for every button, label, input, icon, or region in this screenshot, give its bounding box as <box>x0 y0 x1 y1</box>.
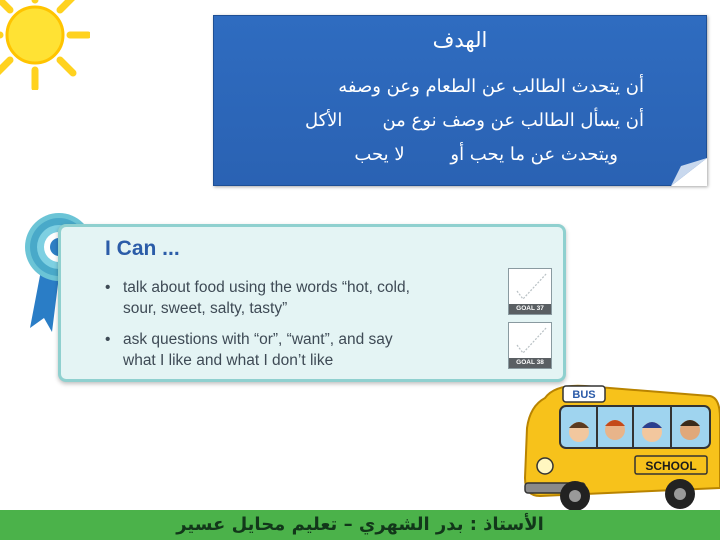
goal-37-badge <box>508 268 552 315</box>
page-curl-icon <box>671 158 707 186</box>
i-can-title: I Can ... <box>105 237 180 260</box>
bullet-dot: • <box>105 331 111 348</box>
sun-illustration <box>0 0 90 90</box>
footer-bar <box>0 510 720 540</box>
bullet-1-line-2: sour, sweet, salty, tasty” <box>123 300 288 317</box>
bus-school-text: SCHOOL <box>645 459 697 473</box>
objective-title: الهدف <box>432 28 488 52</box>
bullet-1-line-1: talk about food using the words “hot, cold, <box>123 279 410 296</box>
i-can-bullet-1 <box>105 277 485 319</box>
i-can-card <box>58 224 566 382</box>
goal-37-label: GOAL 37 <box>509 304 551 314</box>
school-bus-illustration <box>515 378 720 513</box>
objective-box <box>213 15 707 186</box>
bus-sign-text: BUS <box>572 389 596 401</box>
objective-line-3: ويتحدث عن ما يحب أو لا يحب <box>354 144 618 165</box>
objective-line-1: أن يتحدث الطالب عن الطعام وعن وصفه <box>338 76 644 97</box>
bullet-2-line-1: ask questions with “or”, “want”, and say <box>123 331 393 348</box>
footer-author-text: الأستاذ : بدر الشهري – تعليم محايل عسير <box>176 514 544 535</box>
objective-line-2: أن يسأل الطالب عن وصف نوع من الأكل <box>304 110 644 131</box>
bullet-dot: • <box>105 279 111 296</box>
bullet-2-line-2: what I like and what I don’t like <box>123 352 334 369</box>
i-can-bullet-2 <box>105 329 485 371</box>
goal-38-badge <box>508 322 552 369</box>
goal-38-label: GOAL 38 <box>509 358 551 368</box>
checkmark-icon <box>509 323 551 358</box>
checkmark-icon <box>509 269 551 304</box>
